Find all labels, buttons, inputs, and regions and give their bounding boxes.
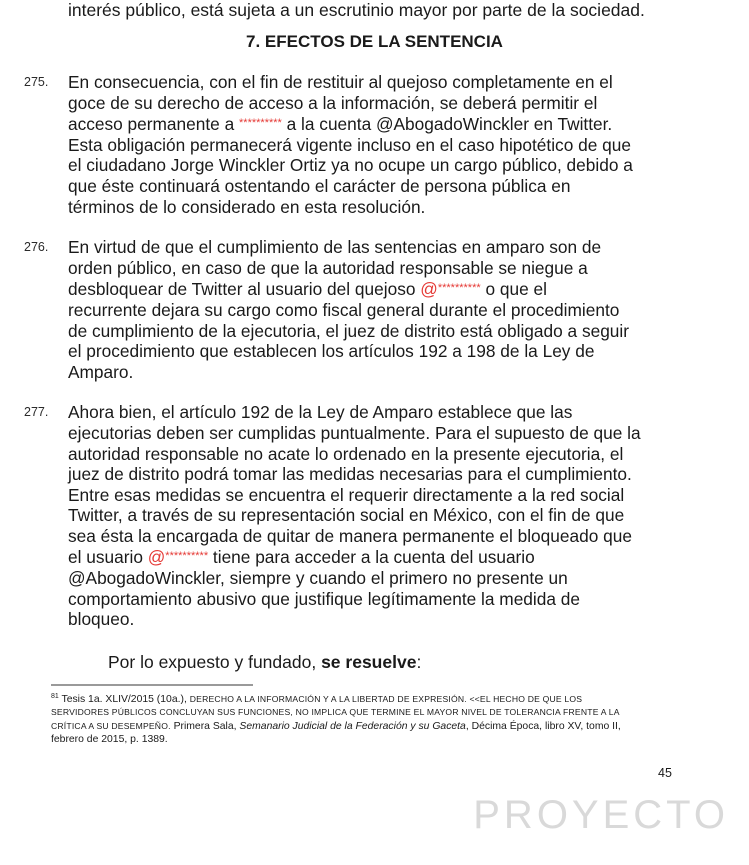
text-line: el ciudadano Jorge Winckler Ortiz ya no ocupe un cargo público, debido a xyxy=(68,155,633,176)
text-line: En virtud de que el cumplimiento de las sentencias en amparo son de xyxy=(68,237,602,258)
paragraph-number: 276. xyxy=(24,240,49,255)
footnote-smallcaps: CRÍTICA A SU DESEMPEÑO. xyxy=(51,720,171,731)
text-line: orden público, en caso de que la autoridad responsable se niegue a xyxy=(68,257,588,278)
text-segment: tiene para acceder a la cuenta del usuario xyxy=(212,547,535,568)
text-line xyxy=(68,546,675,568)
paragraph-body xyxy=(68,237,675,382)
text-line: ejecutorias deben ser cumplidas puntualmente. Para el supuesto de que la xyxy=(68,422,641,443)
resolve-prefix: Por lo expuesto y fundado, xyxy=(108,651,317,672)
redacted-text: ********** xyxy=(239,117,282,130)
at-sign: @ xyxy=(420,279,438,300)
paragraph-body xyxy=(68,402,675,630)
text-segment: a la cuenta @AbogadoWinckler en Twitter. xyxy=(286,114,613,135)
footnote-smallcaps: DERECHO A LA INFORMACIÓN Y A LA LIBERTAD DE EXPRESIÓN. <<EL HECHO DE QUE LOS xyxy=(189,693,583,704)
text-line: comportamiento abusivo que justifique legítimamente la medida de xyxy=(68,588,581,609)
text-line: el procedimiento que establecen los artículos 192 a 198 de la Ley de xyxy=(68,341,595,362)
footnote-line: febrero de 2015, p. 1389. xyxy=(51,734,168,746)
resolve-bold: se resuelve xyxy=(321,651,417,672)
text-line: Twitter, a través de su representación social en México, con el fin de que xyxy=(68,505,625,526)
page-number: 45 xyxy=(658,765,672,780)
text-line: Amparo. xyxy=(68,361,134,382)
footnote-separator xyxy=(51,684,253,686)
text-line: Entre esas medidas se encuentra el requerir directamente a la red social xyxy=(68,484,625,505)
resolution-intro xyxy=(108,652,749,672)
text-line: Esta obligación permanecerá vigente incluso en el caso hipotético de que xyxy=(68,134,631,155)
text-line: goce de su derecho de acceso a la información, se deberá permitir el xyxy=(68,92,598,113)
redacted-handle xyxy=(148,547,208,567)
footnote-line: SERVIDORES PÚBLICOS CONCLUYAN SUS FUNCIONES, NO IMPLICA QUE TERMINE EL MAYOR NIVEL DE TOLERANCIA FRENTE A LA xyxy=(51,707,620,718)
text-line: Ahora bien, el artículo 192 de la Ley de Amparo establece que las xyxy=(68,402,573,423)
text-line xyxy=(68,278,675,300)
footnote-line xyxy=(51,690,673,707)
text-segment: acceso permanente a xyxy=(68,114,235,135)
watermark-area xyxy=(0,785,749,845)
text-segment: desbloquear de Twitter al usuario del quejoso xyxy=(68,279,416,300)
redacted-handle xyxy=(420,279,480,299)
text-line: de cumplimiento de la ejecutoria, el juez de distrito está obligado a seguir xyxy=(68,320,630,341)
footnote-line xyxy=(51,720,673,734)
text-segment: el usuario xyxy=(68,547,143,568)
footnote-segment: Primera Sala, xyxy=(173,720,237,732)
previous-paragraph-tail: interés público, está sujeta a un escrutinio mayor por parte de la sociedad. xyxy=(68,0,645,20)
paragraph-number: 277. xyxy=(24,405,49,420)
text-line: juez de distrito podrá tomar las medidas necesarias para el cumplimiento. xyxy=(68,464,632,485)
text-line: autoridad responsable no acate lo ordenado en la presente ejecutoria, el xyxy=(68,443,624,464)
paragraph-277 xyxy=(24,402,676,630)
at-sign: @ xyxy=(147,547,166,568)
text-line: recurrente dejara su cargo como fiscal general durante el procedimiento xyxy=(68,299,620,320)
paragraph-275 xyxy=(24,72,676,217)
text-line: En consecuencia, con el fin de restituir al quejoso completamente en el xyxy=(68,72,613,92)
paragraph-number: 275. xyxy=(24,75,49,89)
text-line xyxy=(68,113,675,135)
text-line: @AbogadoWinckler, siempre y cuando el primero no presente un xyxy=(68,568,568,589)
text-line: bloqueo. xyxy=(68,609,135,630)
redacted-text: ********** xyxy=(437,282,481,295)
section-title: 7. EFECTOS DE LA SENTENCIA xyxy=(246,32,503,51)
footnote-italic-title: Semanario Judicial de la Federación y su Gaceta xyxy=(239,720,466,732)
footnote-81 xyxy=(51,690,673,747)
footnote-segment: , Décima Época, libro XV, tomo II, xyxy=(465,720,621,732)
text-line: que éste continuará ostentando el carácter de persona pública en xyxy=(68,175,571,196)
text-line: sea ésta la encargada de quitar de manera permanente el bloqueado que xyxy=(68,525,632,546)
footnote-segment: Tesis 1a. XLIV/2015 (10a.), xyxy=(61,693,187,705)
paragraph-276 xyxy=(24,237,676,382)
resolve-suffix: : xyxy=(416,651,422,672)
text-segment: o que el xyxy=(485,279,547,300)
paragraph-body xyxy=(68,72,675,217)
footnote-mark: 81 xyxy=(51,692,59,700)
watermark-proyecto: PROYECTO xyxy=(473,792,729,837)
text-line: términos de lo considerado en esta resolución. xyxy=(68,196,426,217)
redacted-text: ********** xyxy=(165,550,209,563)
